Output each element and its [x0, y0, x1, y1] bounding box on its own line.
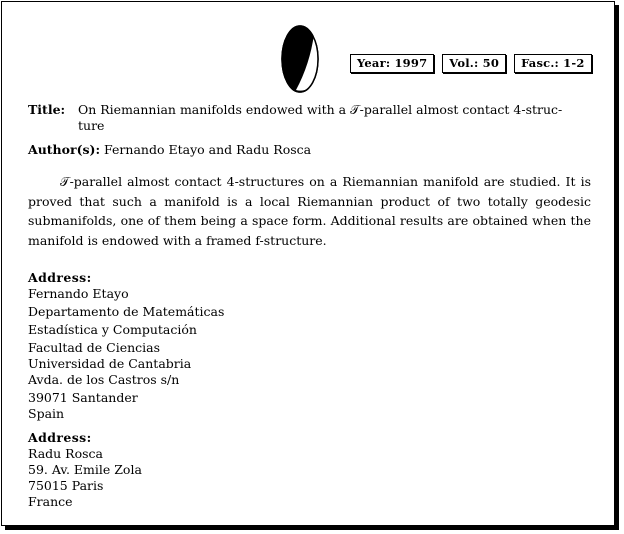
fascicle-badge: Fasc.: 1-2: [514, 54, 592, 73]
page-frame: [1, 1, 615, 526]
address-line: Fernando Etayo: [28, 286, 129, 301]
abstract: 𝒯-parallel almost contact 4-structures on a Riemannian manifold are studied. It is proved that such a manifold is a local Riemannian product of two totally geodesic submanifolds, one of them being a space form. Additional results are obtained when the manifold is endowed with a framed f-structure.: [28, 174, 591, 248]
title-line-2: ture: [78, 118, 105, 133]
address-line: 39071 Santander: [28, 390, 138, 405]
year-badge: Year: 1997: [350, 54, 434, 73]
title-row: [28, 102, 591, 134]
address-line: France: [28, 494, 73, 509]
title-line-1: On Riemannian manifolds endowed with a 𝒯-parallel almost contact 4-struc-: [78, 102, 563, 117]
issue-info: [350, 54, 592, 73]
article-content: [28, 102, 591, 510]
volume-badge: Vol.: 50: [442, 54, 506, 73]
address-line: 75015 Paris: [28, 478, 104, 493]
address-label: Address:: [28, 430, 92, 445]
address-line: Facultad de Ciencias: [28, 340, 161, 355]
authors: Fernando Etayo and Radu Rosca: [104, 142, 312, 157]
address-line: 59. Av. Emile Zola: [28, 462, 142, 477]
address-line: Departamento de Matemáticas: [28, 304, 225, 319]
address-line: Radu Rosca: [28, 446, 103, 461]
title-label: Title:: [28, 102, 66, 117]
address-line: Avda. de los Castros s/n: [28, 372, 180, 387]
authors-row: [28, 142, 591, 158]
address-line: Spain: [28, 406, 65, 421]
address-line: Estadística y Computación: [28, 322, 197, 337]
address-block-1: [28, 270, 591, 422]
address-block-2: [28, 430, 591, 510]
journal-logo: [280, 24, 322, 94]
article-title: [78, 102, 591, 134]
address-line: Universidad de Cantabria: [28, 356, 192, 371]
authors-label: Author(s):: [28, 142, 101, 157]
address-label: Address:: [28, 270, 92, 285]
